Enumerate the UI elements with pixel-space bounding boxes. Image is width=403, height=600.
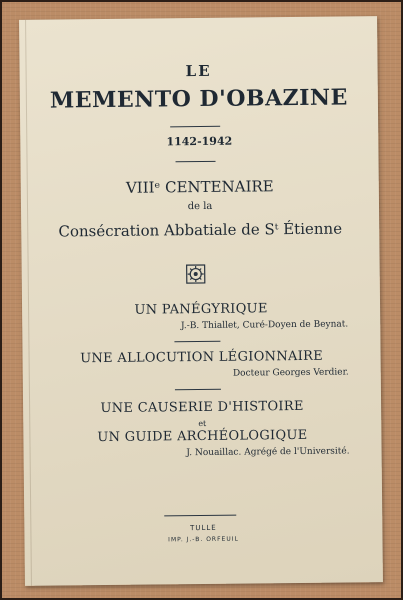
centenaire-heading: VIIIᵉ CENTENAIRE [125, 177, 274, 197]
dates: 1142-1942 [166, 134, 233, 149]
byline-thiallet: J.-B. Thiallet, Curé-Doyen de Beynat. [180, 319, 349, 332]
divider-top [170, 126, 220, 128]
section-heading-guide: UN GUIDE ARCHÉOLOGIQUE [97, 427, 308, 446]
booklet-cover [19, 16, 383, 586]
divider-dates [176, 161, 216, 162]
byline-verdier: Docteur Georges Verdier. [232, 367, 349, 379]
divider-section-2 [175, 389, 221, 390]
rosette-ornament-icon [186, 264, 206, 284]
et-text: et [198, 418, 207, 429]
printer-name: IMP. J.-B. ORFEUIL [168, 535, 239, 544]
divider-printer [164, 515, 236, 517]
title-article: LE [185, 61, 212, 81]
section-heading-allocution: UNE ALLOCUTION LÉGIONNAIRE [80, 348, 324, 367]
consecration-heading: Consécration Abbatiale de Sᵗ Étienne [58, 219, 343, 241]
de-la-text: de la [187, 200, 213, 213]
section-heading-panegyrique: UN PANÉGYRIQUE [134, 301, 268, 318]
section-heading-causerie: UNE CAUSERIE D'HISTOIRE [100, 398, 304, 417]
page-title: MEMENTO D'OBAZINE [49, 84, 348, 114]
byline-nouaillac: J. Nouaillac. Agrégé de l'Université. [186, 446, 350, 459]
divider-section-1 [174, 341, 220, 342]
printer-city: TULLE [190, 523, 217, 533]
